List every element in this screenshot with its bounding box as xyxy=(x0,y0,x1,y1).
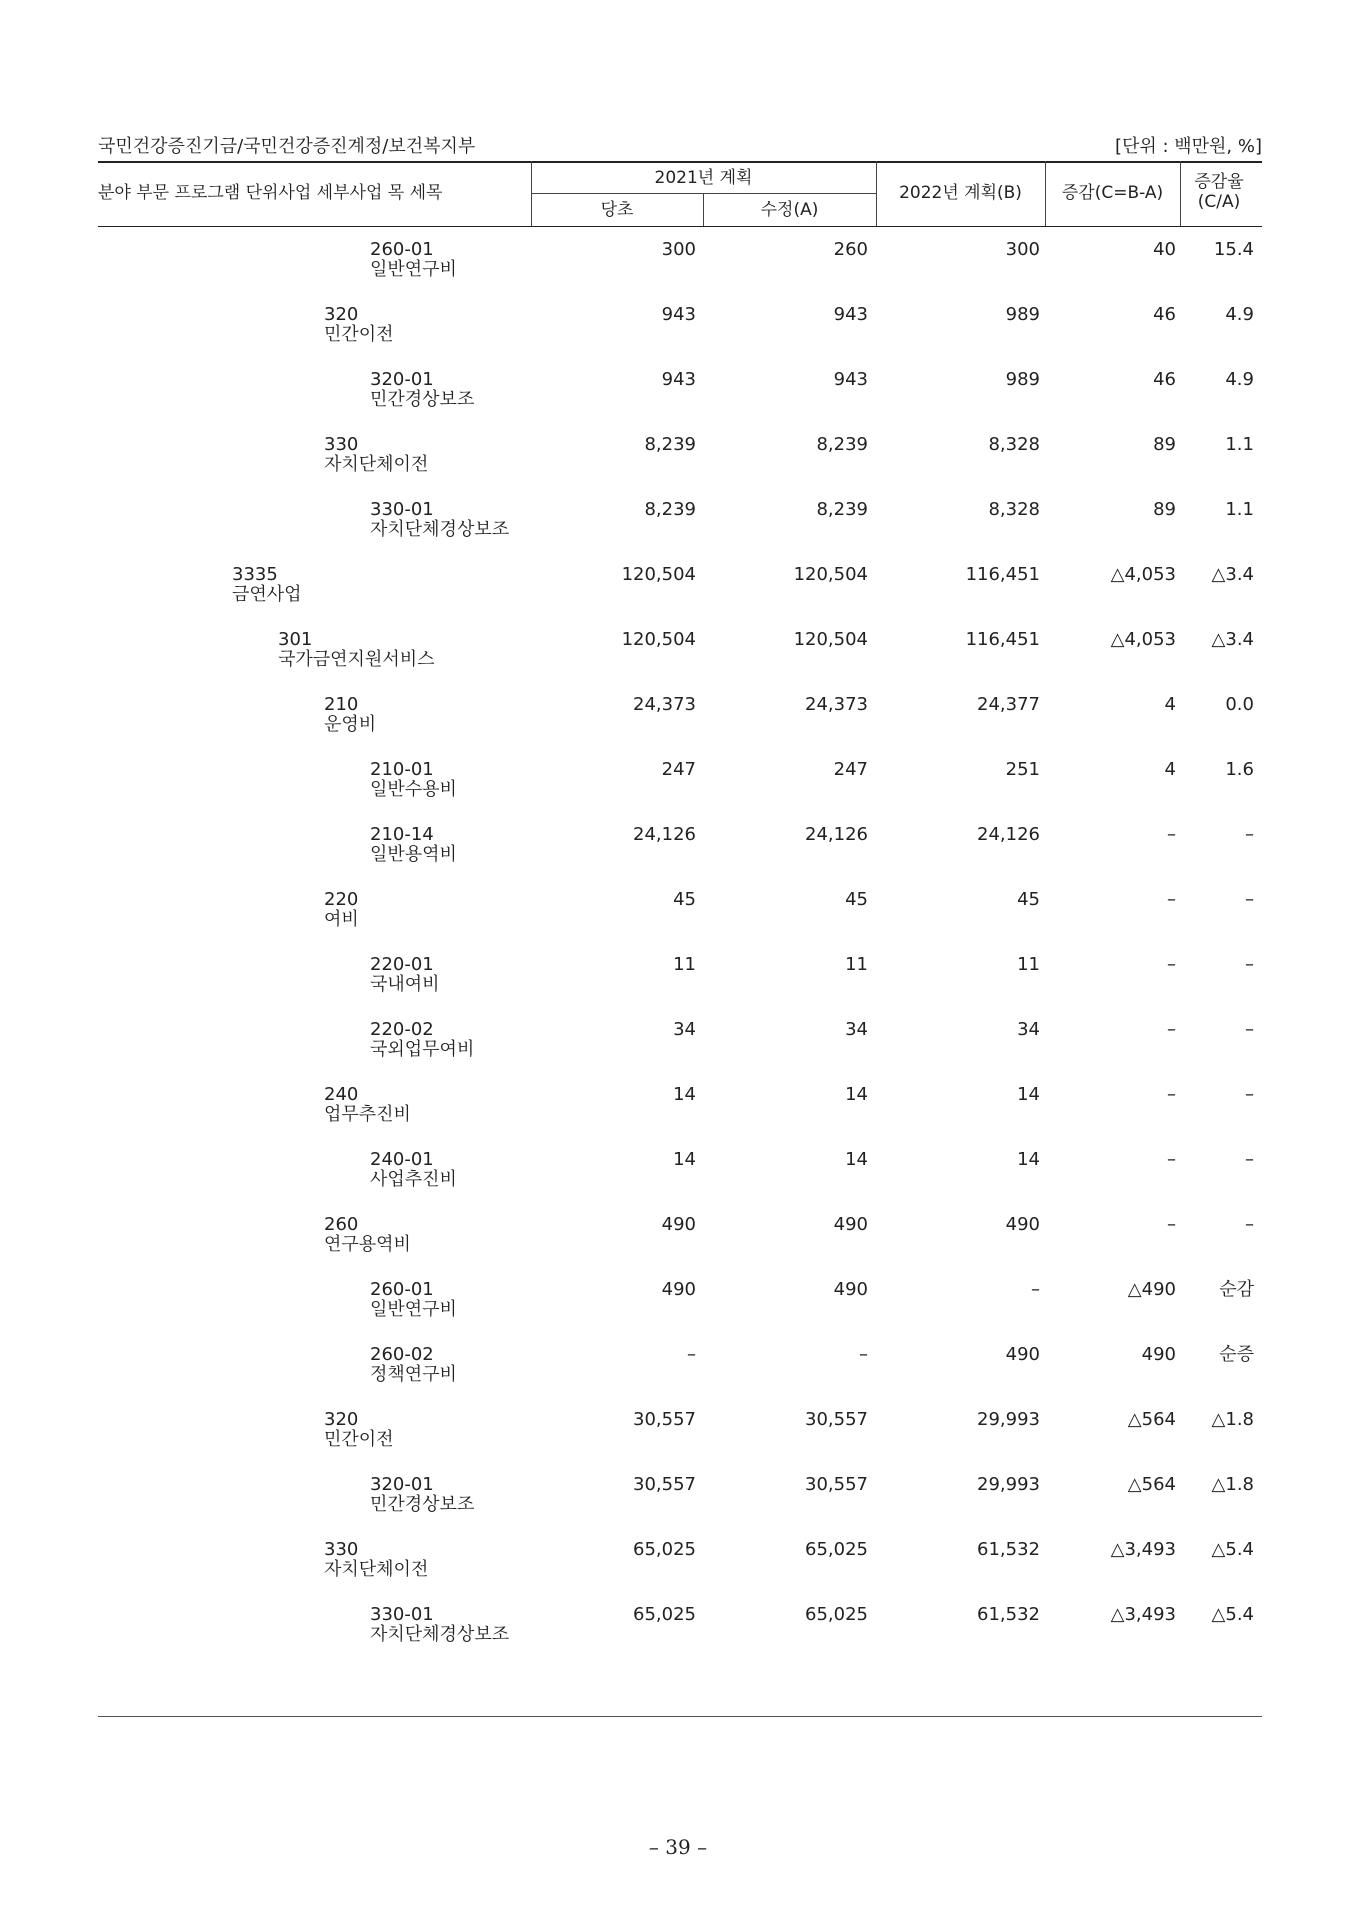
row-code: 3335 xyxy=(232,564,278,585)
value-rate: △3.4 xyxy=(1211,564,1254,585)
row-code: 240 xyxy=(324,1084,359,1105)
row-code: 330 xyxy=(324,1539,359,1560)
row-code: 330 xyxy=(324,434,359,455)
row-name: 국내여비 xyxy=(370,974,440,995)
value-plan-2022: 34 xyxy=(1017,1019,1040,1040)
row-code: 320-01 xyxy=(370,369,434,390)
header-initial: 당초 xyxy=(600,200,634,220)
table-row xyxy=(0,1280,1356,1340)
table-row xyxy=(0,1215,1356,1275)
header-plan-2022: 2022년 계획(B) xyxy=(899,183,1022,203)
value-change: 4 xyxy=(1164,694,1176,715)
header-plan-2021: 2021년 계획 xyxy=(654,168,753,188)
table-row xyxy=(0,695,1356,755)
value-change: – xyxy=(1167,1149,1176,1170)
row-name: 일반연구비 xyxy=(370,259,457,280)
table-row xyxy=(0,240,1356,300)
value-initial: – xyxy=(687,1344,696,1365)
value-revised: 943 xyxy=(833,304,868,325)
header-category: 분야 부문 프로그램 단위사업 세부사업 목 세목 xyxy=(98,183,443,203)
value-plan-2022: 116,451 xyxy=(965,629,1040,650)
table-row xyxy=(0,890,1356,950)
value-revised: 490 xyxy=(833,1279,868,1300)
value-rate: 4.9 xyxy=(1225,304,1254,325)
row-name: 자치단체경상보조 xyxy=(370,1624,510,1645)
value-rate: 순증 xyxy=(1219,1344,1254,1365)
value-change: △564 xyxy=(1127,1409,1176,1430)
row-code: 260-01 xyxy=(370,239,434,260)
value-change: △4,053 xyxy=(1110,629,1176,650)
value-change: – xyxy=(1167,889,1176,910)
value-change: 490 xyxy=(1141,1344,1176,1365)
table-row xyxy=(0,370,1356,430)
row-code: 260 xyxy=(324,1214,359,1235)
value-initial: 45 xyxy=(673,889,696,910)
value-initial: 120,504 xyxy=(621,629,696,650)
value-rate: △5.4 xyxy=(1211,1604,1254,1625)
row-code: 220 xyxy=(324,889,359,910)
value-plan-2022: 490 xyxy=(1005,1214,1040,1235)
row-name: 사업추진비 xyxy=(370,1169,457,1190)
header-revised: 수정(A) xyxy=(760,200,819,220)
value-rate: – xyxy=(1245,824,1254,845)
value-change: 46 xyxy=(1153,369,1176,390)
value-initial: 24,373 xyxy=(633,694,696,715)
row-name: 운영비 xyxy=(324,714,377,735)
value-initial: 11 xyxy=(673,954,696,975)
header-subrule xyxy=(531,193,876,194)
row-code: 240-01 xyxy=(370,1149,434,1170)
row-name: 민간이전 xyxy=(324,1429,394,1450)
value-rate: 0.0 xyxy=(1225,694,1254,715)
row-code: 220-01 xyxy=(370,954,434,975)
row-name: 민간이전 xyxy=(324,324,394,345)
row-code: 210-01 xyxy=(370,759,434,780)
row-code: 260-02 xyxy=(370,1344,434,1365)
value-rate: 4.9 xyxy=(1225,369,1254,390)
value-change: △3,493 xyxy=(1110,1539,1176,1560)
value-revised: – xyxy=(859,1344,868,1365)
row-code: 320 xyxy=(324,1409,359,1430)
table-top-rule xyxy=(98,161,1262,163)
row-code: 260-01 xyxy=(370,1279,434,1300)
table-row xyxy=(0,1150,1356,1210)
value-rate: 순감 xyxy=(1219,1279,1254,1300)
value-change: △564 xyxy=(1127,1474,1176,1495)
value-initial: 65,025 xyxy=(633,1539,696,1560)
value-revised: 65,025 xyxy=(805,1604,868,1625)
value-initial: 24,126 xyxy=(633,824,696,845)
row-name: 민간경상보조 xyxy=(370,389,475,410)
row-name: 연구용역비 xyxy=(324,1234,411,1255)
row-name: 일반수용비 xyxy=(370,779,457,800)
value-rate: – xyxy=(1245,954,1254,975)
value-plan-2022: 11 xyxy=(1017,954,1040,975)
value-initial: 30,557 xyxy=(633,1409,696,1430)
row-name: 민간경상보조 xyxy=(370,1494,475,1515)
value-initial: 247 xyxy=(661,759,696,780)
row-code: 320 xyxy=(324,304,359,325)
table-header-rule xyxy=(98,226,1262,227)
value-plan-2022: 251 xyxy=(1005,759,1040,780)
value-plan-2022: 14 xyxy=(1017,1084,1040,1105)
value-change: 89 xyxy=(1153,434,1176,455)
row-name: 자치단체이전 xyxy=(324,454,429,475)
header-rate: 증감율 (C/A) xyxy=(1194,172,1244,212)
table-row xyxy=(0,1605,1356,1665)
value-change: △3,493 xyxy=(1110,1604,1176,1625)
value-revised: 14 xyxy=(845,1084,868,1105)
value-change: △490 xyxy=(1127,1279,1176,1300)
value-plan-2022: 61,532 xyxy=(977,1539,1040,1560)
value-revised: 490 xyxy=(833,1214,868,1235)
row-name: 업무추진비 xyxy=(324,1104,411,1125)
value-revised: 24,373 xyxy=(805,694,868,715)
row-code: 210-14 xyxy=(370,824,434,845)
value-plan-2022: – xyxy=(1031,1279,1040,1300)
value-plan-2022: 490 xyxy=(1005,1344,1040,1365)
table-bottom-rule xyxy=(98,1716,1262,1717)
table-row xyxy=(0,435,1356,495)
row-name: 국가금연지원서비스 xyxy=(278,649,435,670)
value-plan-2022: 61,532 xyxy=(977,1604,1040,1625)
value-revised: 30,557 xyxy=(805,1409,868,1430)
value-change: – xyxy=(1167,824,1176,845)
value-revised: 8,239 xyxy=(816,434,868,455)
value-change: 46 xyxy=(1153,304,1176,325)
value-plan-2022: 29,993 xyxy=(977,1409,1040,1430)
table-row xyxy=(0,760,1356,820)
table-row xyxy=(0,565,1356,625)
value-revised: 30,557 xyxy=(805,1474,868,1495)
value-initial: 490 xyxy=(661,1214,696,1235)
row-name: 국외업무여비 xyxy=(370,1039,475,1060)
value-initial: 8,239 xyxy=(644,499,696,520)
value-revised: 260 xyxy=(833,239,868,260)
value-rate: △3.4 xyxy=(1211,629,1254,650)
value-change: 40 xyxy=(1153,239,1176,260)
value-initial: 30,557 xyxy=(633,1474,696,1495)
value-change: 89 xyxy=(1153,499,1176,520)
table-row xyxy=(0,1085,1356,1145)
value-rate: – xyxy=(1245,1214,1254,1235)
value-rate: △1.8 xyxy=(1211,1474,1254,1495)
value-revised: 8,239 xyxy=(816,499,868,520)
value-plan-2022: 300 xyxy=(1005,239,1040,260)
row-code: 330-01 xyxy=(370,1604,434,1625)
value-revised: 11 xyxy=(845,954,868,975)
value-change: – xyxy=(1167,1214,1176,1235)
value-plan-2022: 24,126 xyxy=(977,824,1040,845)
value-initial: 8,239 xyxy=(644,434,696,455)
value-initial: 943 xyxy=(661,369,696,390)
value-rate: △5.4 xyxy=(1211,1539,1254,1560)
table-row xyxy=(0,955,1356,1015)
table-row xyxy=(0,1540,1356,1600)
value-rate: – xyxy=(1245,1084,1254,1105)
unit-label: [단위 : 백만원, %] xyxy=(1114,136,1262,157)
value-initial: 14 xyxy=(673,1084,696,1105)
column-divider xyxy=(1180,161,1181,226)
value-revised: 943 xyxy=(833,369,868,390)
table-row xyxy=(0,825,1356,885)
value-rate: 1.1 xyxy=(1225,499,1254,520)
table-row xyxy=(0,1475,1356,1535)
value-revised: 247 xyxy=(833,759,868,780)
value-revised: 120,504 xyxy=(793,629,868,650)
value-revised: 45 xyxy=(845,889,868,910)
table-row xyxy=(0,1020,1356,1080)
value-plan-2022: 24,377 xyxy=(977,694,1040,715)
value-change: – xyxy=(1167,954,1176,975)
value-plan-2022: 116,451 xyxy=(965,564,1040,585)
value-initial: 14 xyxy=(673,1149,696,1170)
value-rate: – xyxy=(1245,889,1254,910)
value-rate: – xyxy=(1245,1019,1254,1040)
value-rate: 1.6 xyxy=(1225,759,1254,780)
row-name: 금연사업 xyxy=(232,584,302,605)
page-number: – 39 – xyxy=(648,1835,708,1859)
value-revised: 14 xyxy=(845,1149,868,1170)
row-code: 301 xyxy=(278,629,313,650)
row-name: 자치단체경상보조 xyxy=(370,519,510,540)
value-plan-2022: 989 xyxy=(1005,304,1040,325)
value-initial: 490 xyxy=(661,1279,696,1300)
header-change: 증감(C=B-A) xyxy=(1061,183,1164,203)
value-revised: 65,025 xyxy=(805,1539,868,1560)
table-row xyxy=(0,305,1356,365)
row-code: 210 xyxy=(324,694,359,715)
value-change: – xyxy=(1167,1084,1176,1105)
row-name: 자치단체이전 xyxy=(324,1559,429,1580)
table-row xyxy=(0,1345,1356,1405)
row-name: 일반연구비 xyxy=(370,1299,457,1320)
value-revised: 120,504 xyxy=(793,564,868,585)
value-change: – xyxy=(1167,1019,1176,1040)
value-plan-2022: 29,993 xyxy=(977,1474,1040,1495)
value-rate: 15.4 xyxy=(1213,239,1254,260)
row-code: 320-01 xyxy=(370,1474,434,1495)
value-revised: 34 xyxy=(845,1019,868,1040)
value-initial: 34 xyxy=(673,1019,696,1040)
value-plan-2022: 989 xyxy=(1005,369,1040,390)
value-change: 4 xyxy=(1164,759,1176,780)
value-rate: 1.1 xyxy=(1225,434,1254,455)
row-name: 일반용역비 xyxy=(370,844,457,865)
value-rate: △1.8 xyxy=(1211,1409,1254,1430)
value-initial: 943 xyxy=(661,304,696,325)
value-initial: 120,504 xyxy=(621,564,696,585)
value-plan-2022: 14 xyxy=(1017,1149,1040,1170)
value-revised: 24,126 xyxy=(805,824,868,845)
value-change: △4,053 xyxy=(1110,564,1176,585)
document-title: 국민건강증진기금/국민건강증진계정/보건복지부 xyxy=(98,136,476,157)
row-code: 220-02 xyxy=(370,1019,434,1040)
value-plan-2022: 8,328 xyxy=(988,499,1040,520)
value-plan-2022: 8,328 xyxy=(988,434,1040,455)
value-initial: 65,025 xyxy=(633,1604,696,1625)
table-row xyxy=(0,500,1356,560)
table-row xyxy=(0,1410,1356,1470)
row-name: 정책연구비 xyxy=(370,1364,457,1385)
row-code: 330-01 xyxy=(370,499,434,520)
value-rate: – xyxy=(1245,1149,1254,1170)
row-name: 여비 xyxy=(324,909,359,930)
value-initial: 300 xyxy=(661,239,696,260)
value-plan-2022: 45 xyxy=(1017,889,1040,910)
table-row xyxy=(0,630,1356,690)
